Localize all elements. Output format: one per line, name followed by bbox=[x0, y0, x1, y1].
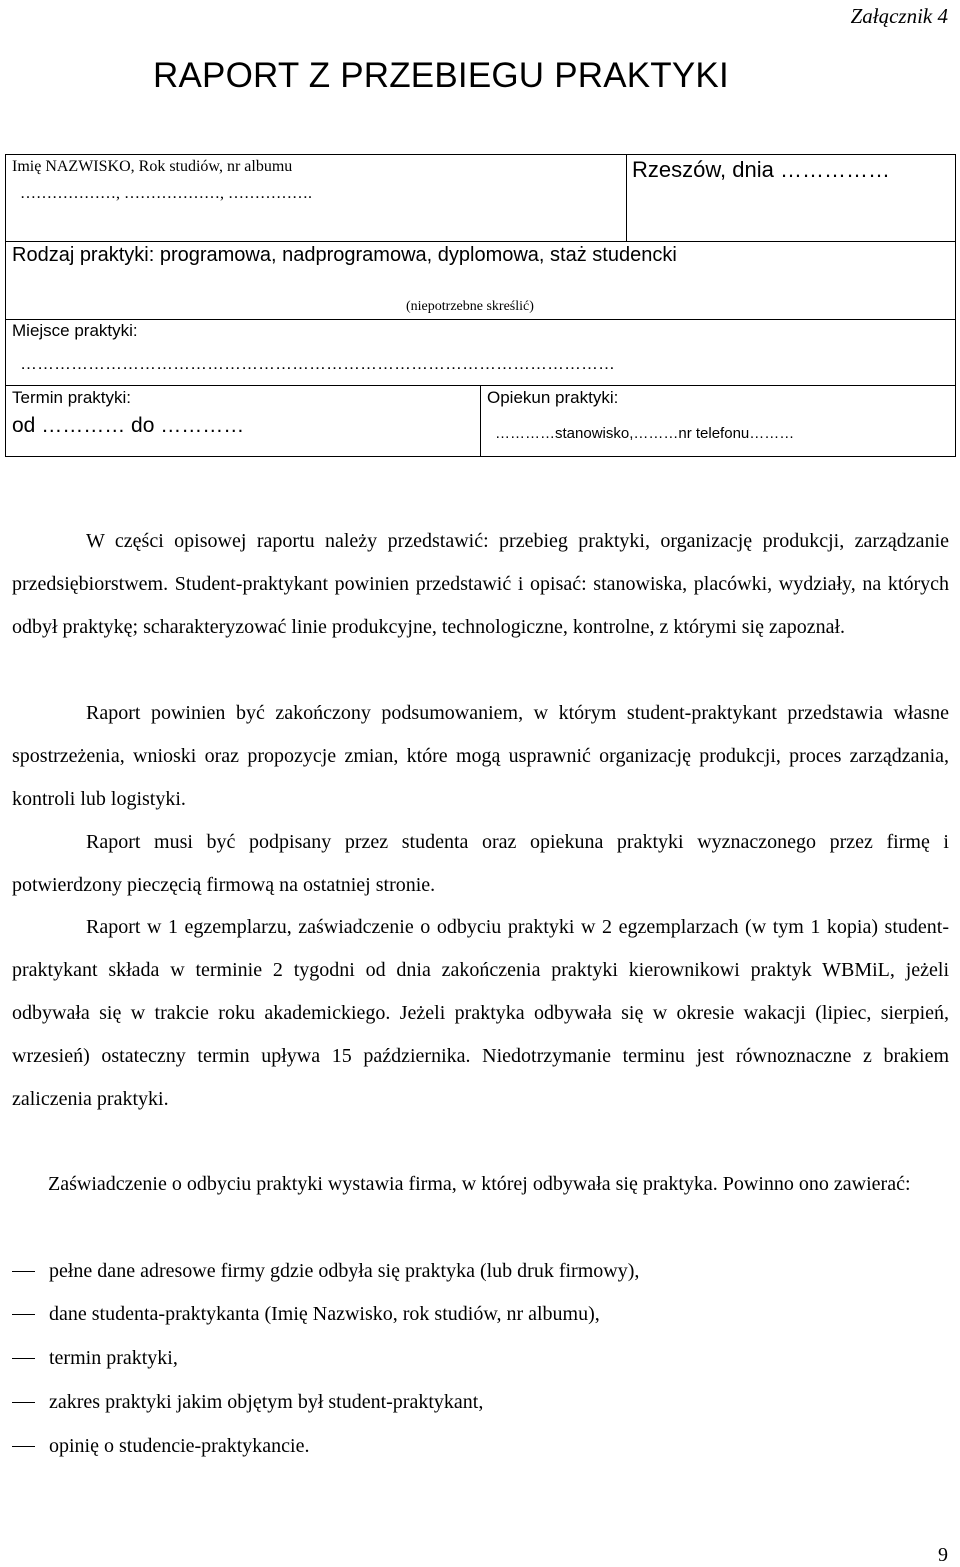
form-divider-top bbox=[626, 155, 627, 241]
practice-type: Rodzaj praktyki: programowa, nadprogramowa, dyplomowa, staż studencki bbox=[12, 244, 677, 266]
paragraph-description: W części opisowej raportu należy przedstawić: przebieg praktyki, organizację produkcji, zarządzanie przedsiębiorstwem. Student-praktykant powinien przedstawić i opisać: stanowiska, placówki, wydziały, na których odbył praktykę; scharakteryzować linie produkcyjne, technologiczne, kontrolne, z którymi się zapoznał. bbox=[12, 530, 949, 638]
strike-note: (niepotrzebne skreślić) bbox=[406, 299, 534, 314]
page-title: RAPORT Z PRZEBIEGU PRAKTYKI bbox=[153, 56, 729, 95]
list-item: opinię o studencie-praktykancie. bbox=[12, 1425, 949, 1468]
list-item: zakres praktyki jakim objętym był student-praktykant, bbox=[12, 1381, 949, 1424]
term-label: Termin praktyki: bbox=[12, 388, 132, 407]
city-date: Rzeszów, dnia …………… bbox=[632, 157, 890, 182]
paragraph-deadline: Raport w 1 egzemplarzu, zaświadczenie o odbyciu praktyki w 2 egzemplarzach (w tym 1 kopia) student-praktykant składa w terminie 2 tygodni od dnia zakończenia praktyki kierownikowi praktyk WBMiL, jeżeli odbywała się w trakcie roku akademickiego. Jeżeli praktyka odbywała się w okresie wakacji (lipiec, sierpień, wrzesień) ostateczny termin upływa 15 października. Niedotrzymanie terminu jest równoznaczne z brakiem zaliczenia praktyki. bbox=[12, 916, 949, 1110]
place-fill: …………………………………………………………………………………………… bbox=[20, 354, 615, 373]
annex-label: Załącznik 4 bbox=[850, 4, 948, 28]
student-fill: ………………, ………………, ……………. bbox=[20, 185, 312, 202]
place-label: Miejsce praktyki: bbox=[12, 321, 138, 340]
student-label: Imię NAZWISKO, Rok studiów, nr albumu bbox=[12, 158, 293, 175]
list-item: dane studenta-praktykanta (Imię Nazwisko, rok studiów, nr albumu), bbox=[12, 1293, 949, 1336]
paragraph-certificate: Zaświadczenie o odbyciu praktyki wystawia firma, w której odbywała się praktyka. Powinno ono zawierać: bbox=[48, 1173, 911, 1195]
list-item: pełne dane adresowe firmy gdzie odbyła się praktyka (lub druk firmowy), bbox=[12, 1250, 949, 1293]
supervisor-fill: …………stanowisko,………nr telefonu……… bbox=[495, 425, 795, 442]
header-form bbox=[5, 154, 956, 457]
dash-bullet bbox=[12, 1446, 35, 1447]
dash-bullet bbox=[12, 1314, 35, 1315]
list-item: termin praktyki, bbox=[12, 1337, 949, 1380]
dash-bullet bbox=[12, 1271, 35, 1272]
form-rule-2 bbox=[6, 319, 955, 320]
paragraph-signature: Raport musi być podpisany przez studenta oraz opiekuna praktyki wyznaczonego przez firmę i potwierdzony pieczęcią firmową na ostatniej stronie. bbox=[12, 831, 949, 896]
paragraph-summary: Raport powinien być zakończony podsumowaniem, w którym student-praktykant przedstawia własne spostrzeżenia, wnioski oraz propozycje zmian, które mogą usprawnić organizację produkcji, proces zarządzania, kontroli lub logistyki. bbox=[12, 702, 949, 810]
page-number: 9 bbox=[938, 1544, 948, 1566]
dash-bullet bbox=[12, 1358, 35, 1359]
form-rule-1 bbox=[6, 241, 955, 242]
term-fill: od ………… do ………… bbox=[12, 414, 245, 437]
supervisor-label: Opiekun praktyki: bbox=[487, 388, 619, 407]
form-divider-bottom bbox=[480, 385, 481, 457]
dash-bullet bbox=[12, 1402, 35, 1403]
